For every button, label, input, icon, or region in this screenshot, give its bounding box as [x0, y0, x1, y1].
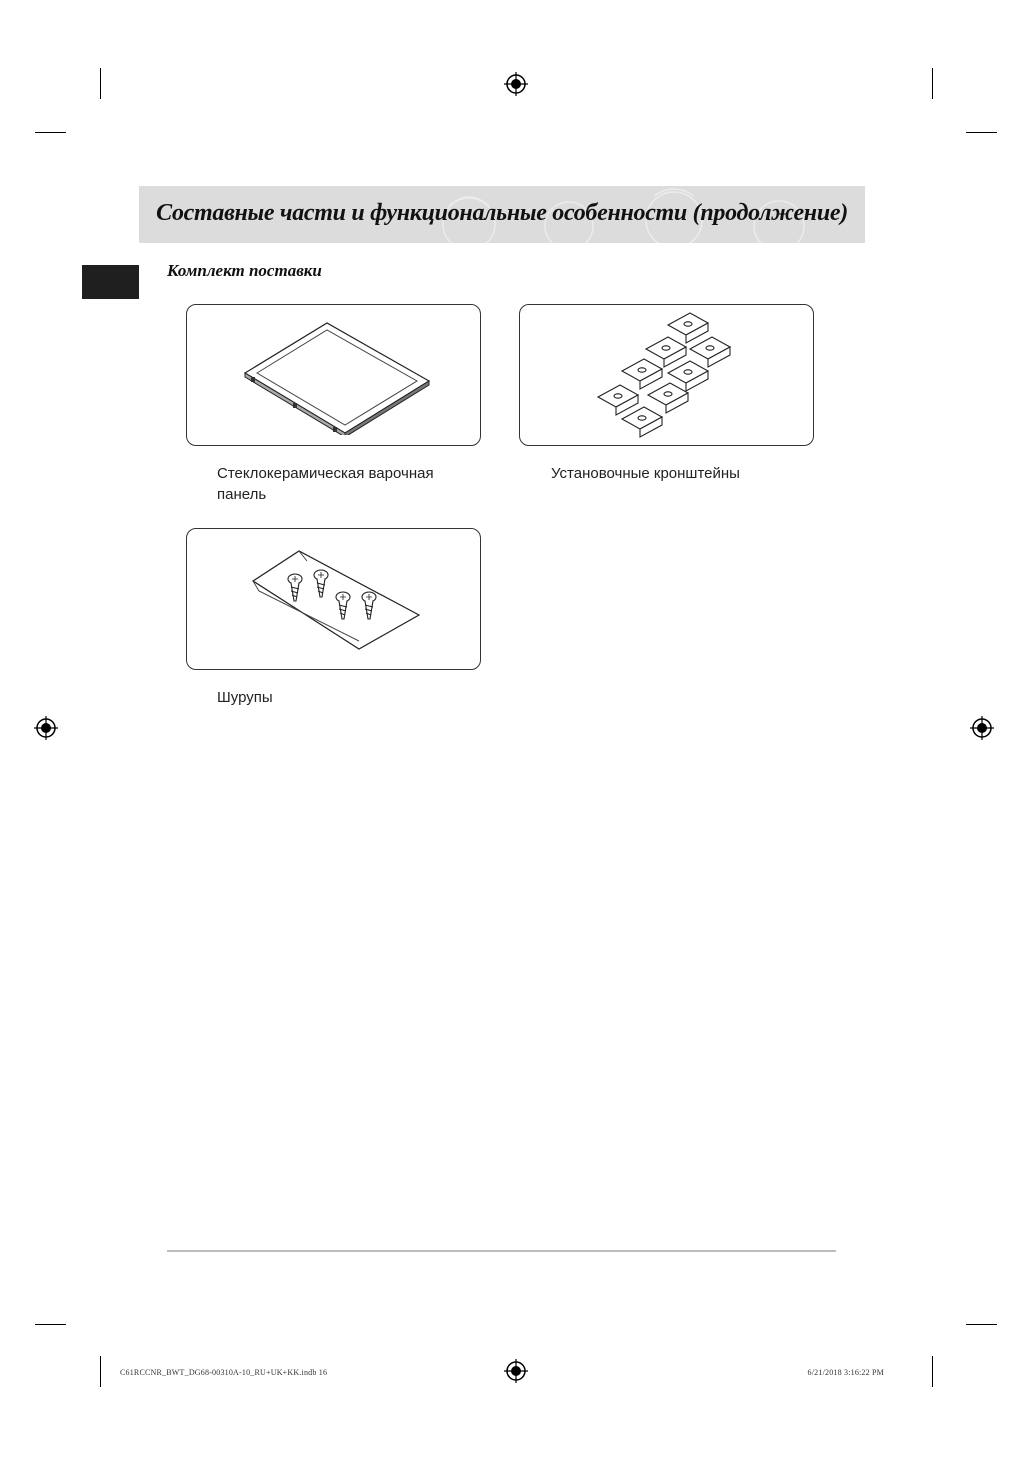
crop-mark	[966, 132, 997, 133]
cooktop-illustration-box	[186, 304, 481, 446]
caption-line: панель	[217, 486, 267, 503]
registration-mark-icon	[504, 1359, 528, 1383]
crop-mark	[100, 1356, 101, 1387]
print-slug-date: 6/21/2018 3:16:22 PM	[807, 1368, 884, 1377]
section-tab-marker	[82, 265, 139, 299]
registration-mark-icon	[34, 716, 58, 740]
caption-line: Установочные кронштейны	[551, 465, 740, 482]
crop-mark	[932, 1356, 933, 1387]
caption-line: Стеклокерамическая варочная	[217, 465, 434, 482]
crop-mark	[932, 68, 933, 99]
caption-line: Шурупы	[217, 689, 273, 706]
crop-mark	[35, 1324, 66, 1325]
title-band	[139, 186, 865, 243]
footer-rule	[167, 1250, 836, 1252]
print-slug-file: C61RCCNR_BWT_DG68-00310A-10_RU+UK+KK.indb 16	[120, 1368, 328, 1377]
page-title: Составные части и функциональные особенности (продолжение)	[156, 200, 848, 226]
registration-mark-icon	[504, 72, 528, 96]
cooktop-icon	[237, 315, 437, 435]
crop-mark	[35, 132, 66, 133]
screws-bag-icon	[247, 541, 427, 653]
brackets-icon	[592, 309, 742, 441]
crop-mark	[966, 1324, 997, 1325]
brackets-caption	[551, 463, 740, 484]
cooktop-caption	[217, 463, 434, 505]
registration-mark-icon	[970, 716, 994, 740]
brackets-illustration-box	[519, 304, 814, 446]
screws-illustration-box	[186, 528, 481, 670]
section-heading: Комплект поставки	[167, 261, 322, 280]
crop-mark	[100, 68, 101, 99]
screws-caption	[217, 687, 273, 708]
